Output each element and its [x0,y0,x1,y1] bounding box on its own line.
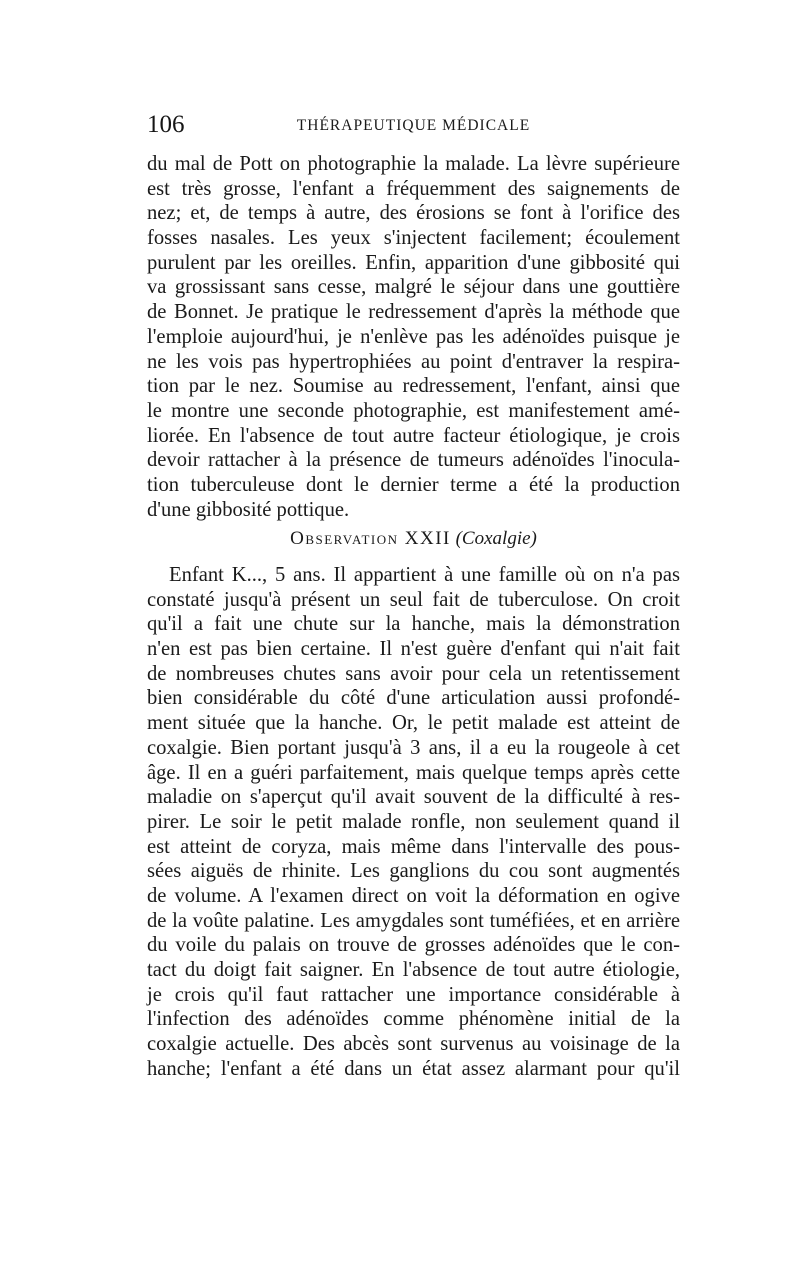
observation-subject: (Coxalgie) [455,528,537,549]
page-header [147,110,680,140]
page-number: 106 [147,111,185,138]
text-line: fosses nasales. Les yeux s'injectent facilement; écoulement [147,227,680,250]
text-line: devoir rattacher à la présence de tumeurs adénoïdes l'inocula- [147,449,680,472]
text-line: d'une gibbosité pottique. [147,498,350,521]
text-line: purulent par les oreilles. Enfin, apparition d'une gibbosité qui [147,251,680,274]
text-line: bien considérable du côté d'une articulation aussi profondé- [147,687,680,710]
text-line: maladie on s'aperçut qu'il avait souvent de la difficulté à res- [147,786,680,809]
paragraph-continuation [147,152,680,522]
text-line: coxalgie actuelle. Des abcès sont survenus au voisinage de la [147,1033,680,1056]
running-title: THÉRAPEUTIQUE MÉDICALE [296,117,531,134]
text-line: de volume. A l'examen direct on voit la déformation en ogive [147,884,680,907]
text-line: pirer. Le soir le petit malade ronfle, non seulement quand il [147,810,680,833]
text-line: l'infection des adénoïdes comme phénomène initial de la [147,1008,680,1031]
text-line: je crois qu'il faut rattacher une importance considérable à [147,983,680,1006]
text-line: l'emploie aujourd'hui, je n'enlève pas les adénoïdes puisque je [147,325,680,348]
text-line: du mal de Pott on photographie la malade. La lèvre supérieure [147,153,680,175]
text-line: de nombreuses chutes sans avoir pour cela un retentissement [147,662,680,685]
text-line: le montre une seconde photographie, est manifestement amé- [147,399,680,422]
text-line: ne les vois pas hypertrophiées au point d'entraver la respira- [147,350,680,373]
text-line: du voile du palais on trouve de grosses adénoïdes que le con- [147,934,680,957]
text-line: coxalgie. Bien portant jusqu'à 3 ans, il a eu la rougeole à cet [147,736,680,759]
text-line: sées aiguës de rhinite. Les ganglions du cou sont augmentés [147,860,680,883]
text-line: est très grosse, l'enfant a fréquemment des saignements de [147,177,680,200]
text-line: liorée. En l'absence de tout autre facteur étiologique, je crois [147,424,680,447]
text-line: de Bonnet. Je pratique le redressement d'après la méthode que [147,301,680,324]
text-line: nez; et, de temps à autre, des érosions se font à l'orifice des [147,202,680,225]
text-line: qu'il a fait une chute sur la hanche, mais la démonstration [147,613,680,636]
text-line: âge. Il en a guéri parfaitement, mais quelque temps après cette [147,761,680,784]
text-line: hanche; l'enfant a été dans un état assez alarmant pour qu'il [147,1057,680,1080]
observation-paragraph [147,563,680,1081]
text-line: tion par le nez. Soumise au redressement, l'enfant, ainsi que [147,375,680,398]
text-line: tion tuberculeuse dont le dernier terme a été la production [147,473,680,496]
text-line: tact du doigt fait saigner. En l'absence de tout autre étiologie, [147,959,680,981]
text-line: va grossissant sans cesse, malgré le séjour dans une gouttière [147,276,680,299]
text-line: Enfant K..., 5 ans. Il appartient à une famille où on n'a pas [169,564,680,586]
observation-label: Observation XXII [290,528,451,549]
text-line: ment située que la hanche. Or, le petit malade est atteint de [147,712,680,735]
text-line: constaté jusqu'à présent un seul fait de tuberculose. On croit [147,588,680,611]
text-line: est atteint de coryza, mais même dans l'intervalle des pous- [147,835,680,858]
text-line: n'en est pas bien certaine. Il n'est guère d'enfant qui n'ait fait [147,638,680,661]
observation-heading [147,527,680,551]
text-line: de la voûte palatine. Les amygdales sont tuméfiées, et en arrière [147,909,680,932]
